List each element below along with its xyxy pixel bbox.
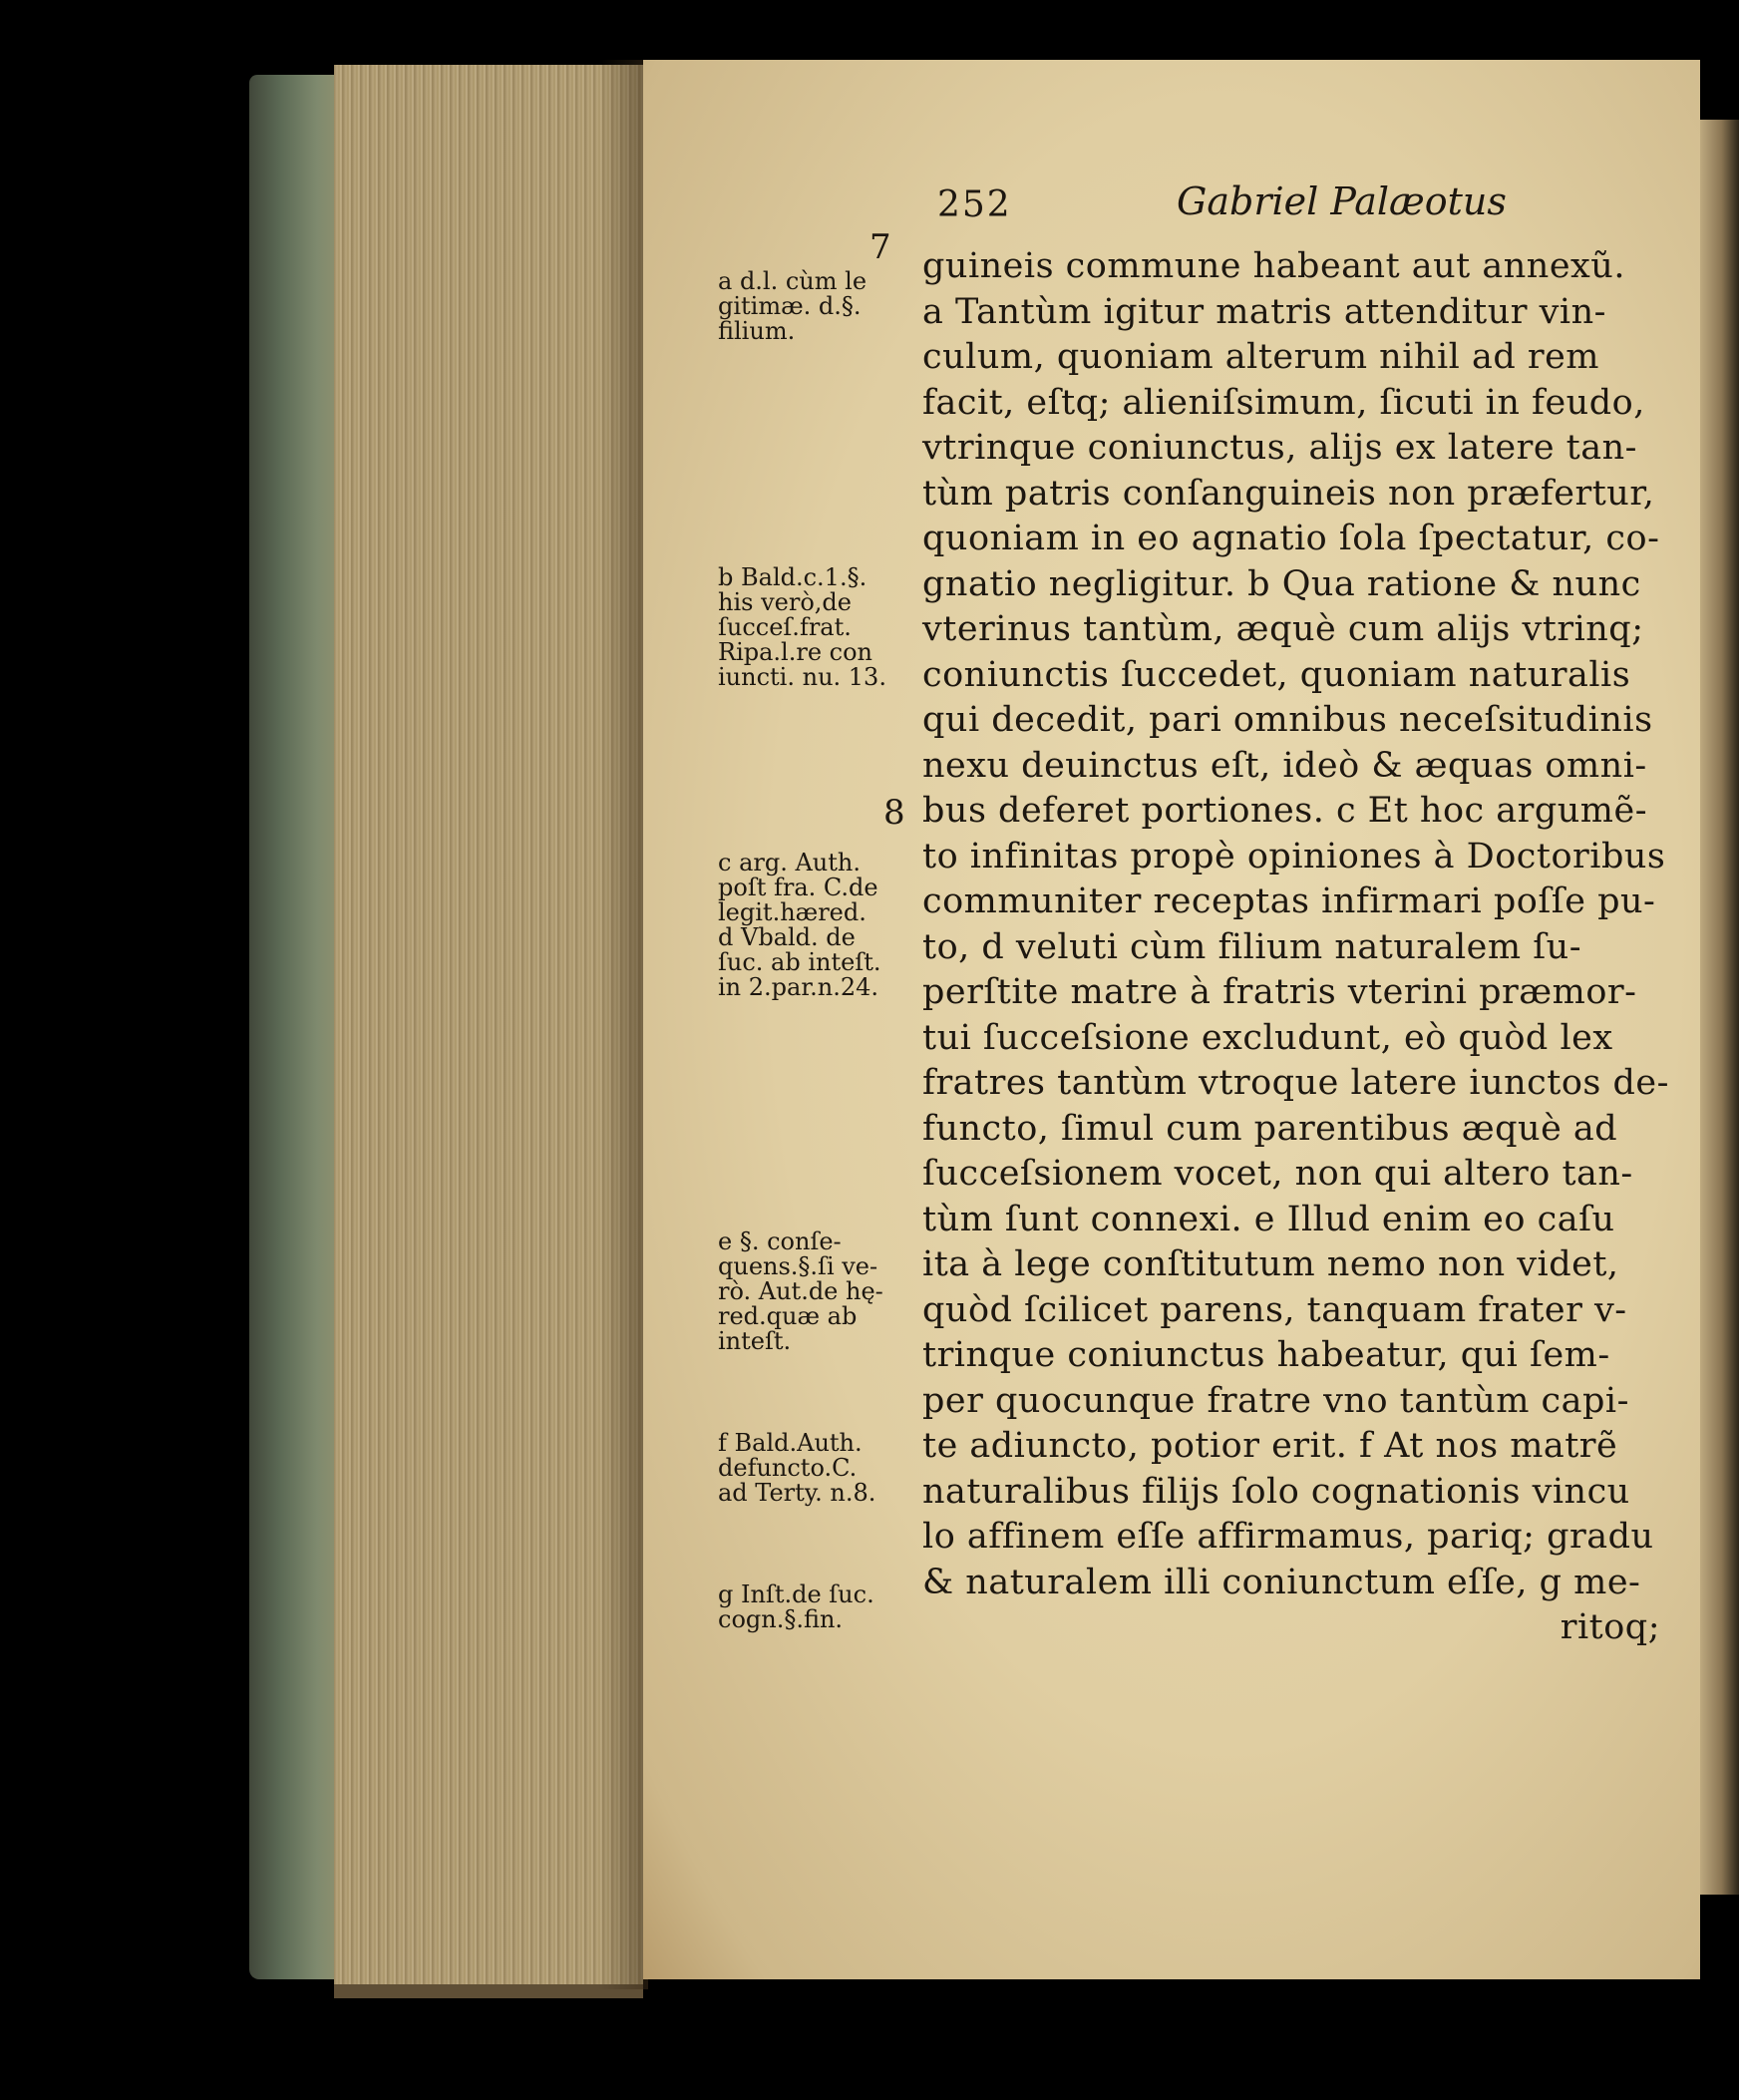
- text-line: ſucceſsionem vocet, non qui altero tan-: [922, 1154, 1633, 1194]
- text-line: a Tantùm igitur matris attenditur vin-: [922, 291, 1606, 332]
- text-line: coniunctis ſuccedet, quoniam naturalis: [922, 654, 1631, 695]
- text-line: trinque coniunctus habeatur, qui ſem-: [922, 1335, 1610, 1375]
- text-line: functo, ſimul cum parentibus æquè ad: [922, 1108, 1618, 1149]
- text-line: te adiuncto, potior erit. f At nos matrẽ: [922, 1426, 1618, 1466]
- text-line: ita à lege conſtitutum nemo non videt,: [922, 1244, 1619, 1284]
- text-line: vtrinque coniunctus, alijs ex latere tan-: [922, 428, 1637, 468]
- page-block-edges: [334, 65, 643, 1998]
- margin-note-c-d: c arg. Auth. poſt fra. C.de legit.hæred. d Vbald. de ſuc. ab inteſt. in 2.par.n.24.: [718, 849, 881, 1001]
- text-line: quòd ſcilicet parens, tanquam frater v-: [922, 1289, 1627, 1330]
- text-line: bus deferet portiones. c Et hoc argumẽ-: [922, 791, 1648, 831]
- margin-note-a: a d.l. cùm le gitimæ. d.§. filium.: [718, 267, 868, 345]
- facing-page-edge: [1695, 120, 1739, 1895]
- margin-note-g: g Inſt.de ſuc. cogn.§.fin.: [718, 1580, 874, 1633]
- text-line: perſtite matre à fratris vterini præmor-: [922, 972, 1637, 1012]
- running-title: Gabriel Palæotus: [1177, 179, 1507, 223]
- text-line: tui ſucceſsione excludunt, eò quòd lex: [922, 1017, 1613, 1058]
- text-line: to infinitas propè opiniones à Doctoribus: [922, 836, 1666, 876]
- text-line: gnatio negligitur. b Qua ratione & nunc: [922, 563, 1641, 604]
- text-line: & naturalem illi coniunctum eſſe, g me-: [922, 1562, 1641, 1602]
- margin-note-b: b Bald.c.1.§. his verò,de ſucceſ.frat. Ripa.l.re con iuncti. nu. 13.: [718, 563, 886, 691]
- margin-note-e: e §. conſe- quens.§.ſi ve- rò. Aut.de hę- red.quæ ab inteſt.: [718, 1227, 883, 1355]
- page-number: 252: [937, 184, 1012, 225]
- text-line: communiter receptas infirmari poſſe pu-: [922, 881, 1656, 921]
- text-line: naturalibus filijs ſolo cognationis vincu: [922, 1471, 1630, 1512]
- text-line-catchword: ritoq;: [1560, 1607, 1660, 1647]
- text-line: lo affinem eſſe affirmamus, pariq; gradu: [922, 1517, 1654, 1557]
- text-line: tùm ſunt connexi. e Illud enim eo caſu: [922, 1199, 1615, 1239]
- section-number-8: 8: [883, 793, 905, 833]
- text-line: nexu deuinctus eſt, ideò & æquas omni-: [922, 745, 1647, 786]
- text-line: to, d veluti cùm filium naturalem ſu-: [922, 926, 1582, 967]
- margin-note-f: f Bald.Auth. defuncto.C. ad Terty. n.8.: [718, 1429, 876, 1507]
- text-line: fratres tantùm vtroque latere iunctos de-: [922, 1063, 1669, 1103]
- text-line: culum, quoniam alterum nihil ad rem: [922, 337, 1599, 377]
- text-line: per quocunque fratre vno tantùm capi-: [922, 1380, 1629, 1421]
- text-line: qui decedit, pari omnibus neceſsitudinis: [922, 700, 1653, 740]
- main-text-column: [922, 244, 1669, 1651]
- text-line: guineis commune habeant aut annexũ.: [922, 246, 1625, 286]
- text-line: facit, eſtq; alieniſsimum, ſicuti in feudo,: [922, 382, 1645, 423]
- text-line: tùm patris conſanguineis non præfertur,: [922, 473, 1655, 514]
- gutter-shadow: [598, 60, 648, 1989]
- section-number-7: 7: [870, 227, 891, 267]
- text-line: quoniam in eo agnatio ſola ſpectatur, co-: [922, 519, 1660, 558]
- text-line: vterinus tantùm, æquè cum alijs vtrinq;: [922, 609, 1644, 649]
